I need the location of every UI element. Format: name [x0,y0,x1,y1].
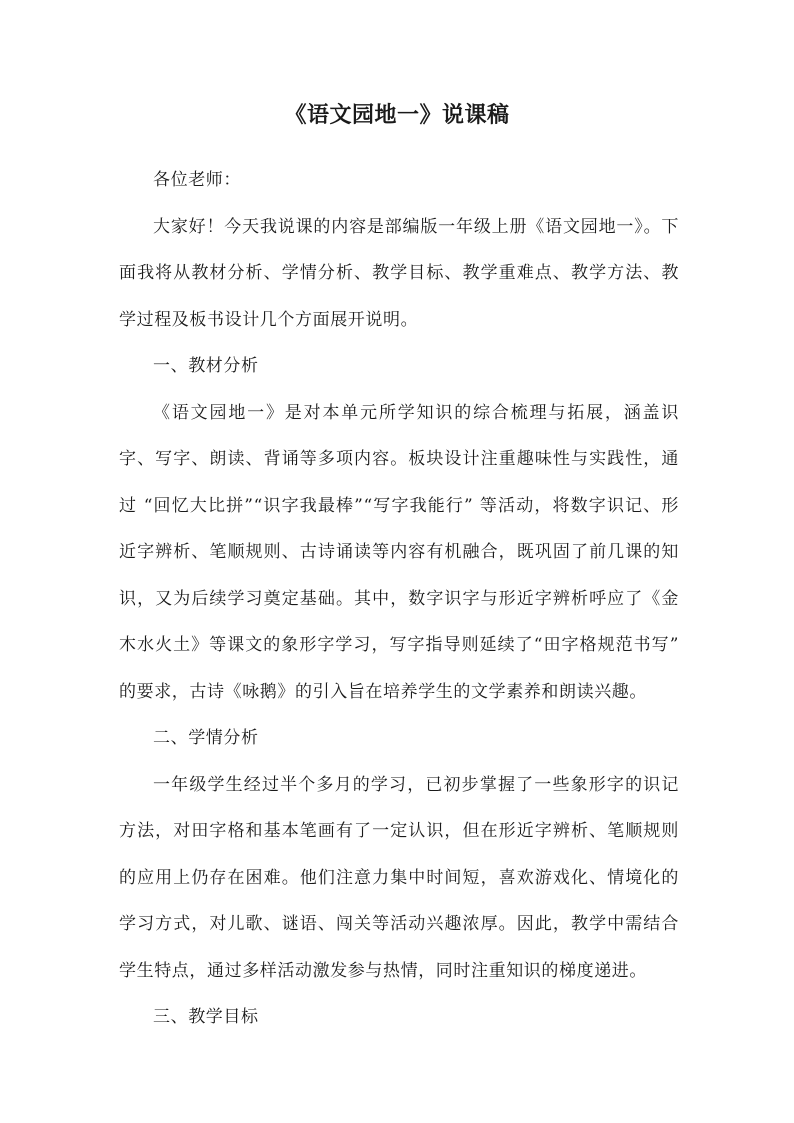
section-heading-student-analysis: 二、学情分析 [153,728,259,748]
textbook-analysis-paragraph: 《语文园地一》是对本单元所学知识的综合梳理与拓展，涵盖识字、写字、朗读、背诵等多项内容。板块设计注重趣味性与实践性，通过 “回忆大比拼”“识字我最棒”“写字我能行” 等活动，将数字识记、形近字辨析、笔顺规则、古诗诵读等内容有机融合，既巩固了前几课的知识，又为后续学习奠定基础。其中，数字识字与形近字辨析呼应了《金木水火土》等课文的象形字学习，写字指导则延续了“田字格规范书写” 的要求，古诗《咏鹅》的引入旨在培养学生的文学素养和朗读兴趣。 [119,402,679,702]
section-heading-textbook-analysis: 一、教材分析 [153,356,259,376]
document-title: 《语文园地一》说课稿 [284,103,510,128]
student-analysis-paragraph: 一年级学生经过半个多月的学习，已初步掌握了一些象形字的识记方法，对田字格和基本笔画有了一定认识，但在形近字辨析、笔顺规则的应用上仍存在困难。他们注意力集中时间短，喜欢游戏化、情境化的学习方式，对儿歌、谜语、闯关等活动兴趣浓厚。因此，教学中需结合学生特点，通过多样活动激发参与热情，同时注重知识的梯度递进。 [119,774,679,981]
salutation: 各位老师： [153,170,241,190]
intro-paragraph: 大家好！今天我说课的内容是部编版一年级上册《语文园地一》。下面我将从教材分析、学情分析、教学目标、教学重难点、教学方法、教学过程及板书设计几个方面展开说明。 [119,216,679,330]
document-body [119,157,679,1041]
section-heading-teaching-goals: 三、教学目标 [153,1007,259,1027]
